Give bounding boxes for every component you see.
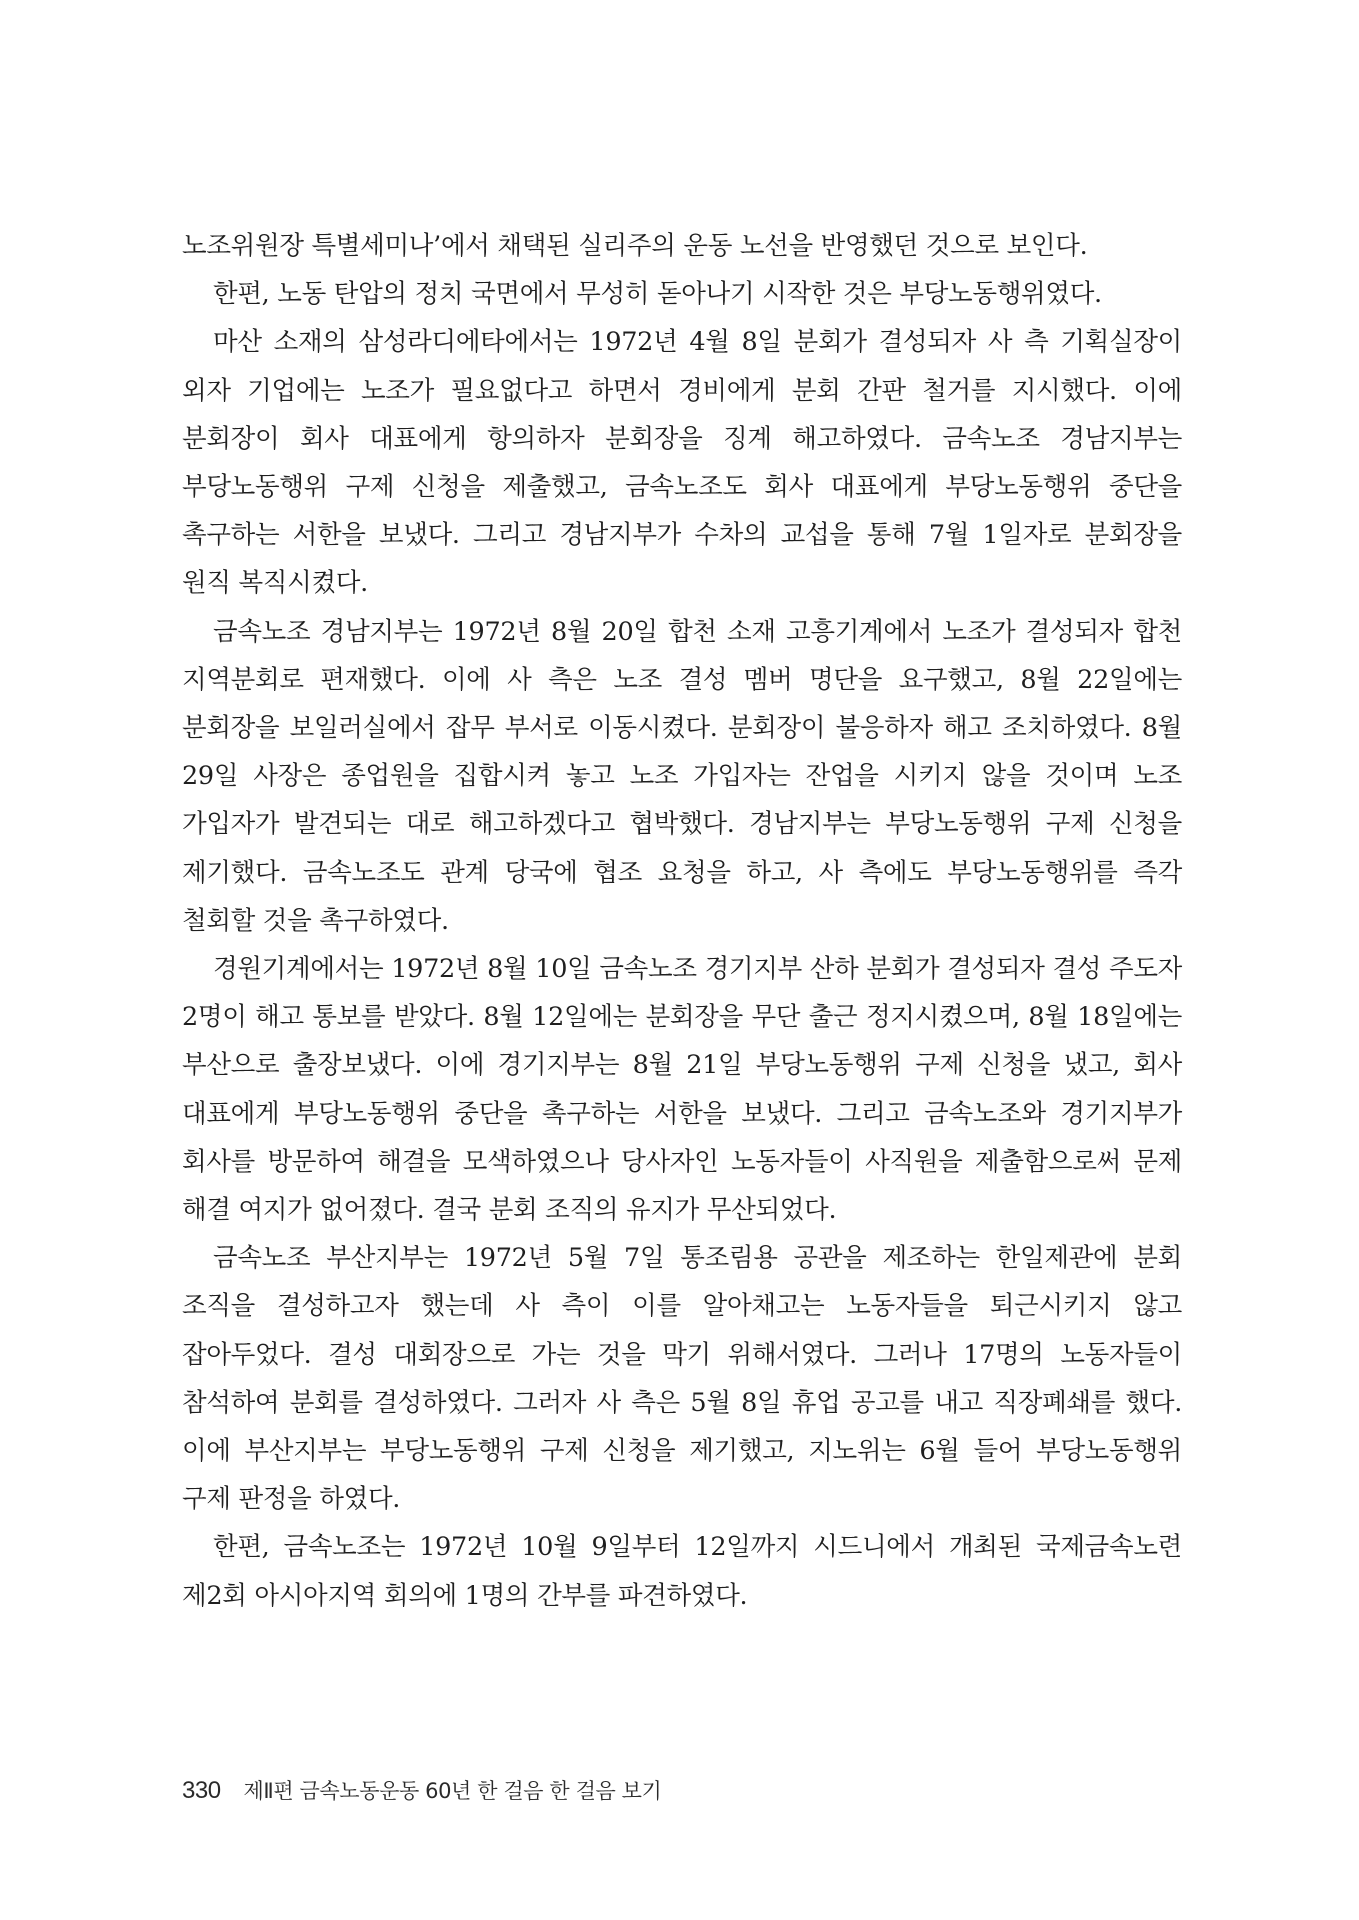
paragraph: 금속노조 경남지부는 1972년 8월 20일 합천 소재 고흥기계에서 노조가 결성되자 합천 지역분회로 편재했다. 이에 사 측은 노조 결성 멤버 명단을 요구했고, 8월 22일에는 분회장을 보일러실에서 잡무 부서로 이동시켰다. 분회장이 불응하자 해고 조치하였다. 8월 29일 사장은 종업원을 집합시켜 놓고 노조 가입자는 잔업을 시키지 않을 것이며 노조 가입자가 발견되는 대로 해고하겠다고 협박했다. 경남지부는 부당노동행위 구제 신청을 제기했다. 금속노조도 관계 당국에 협조 요청을 하고, 사 측에도 부당노동행위를 즉각 철회할 것을 촉구하였다. bbox=[182, 616, 1182, 936]
page-footer bbox=[182, 1775, 661, 1805]
paragraph: 경원기계에서는 1972년 8월 10일 금속노조 경기지부 산하 분회가 결성되자 결성 주도자 2명이 해고 통보를 받았다. 8월 12일에는 분회장을 무단 출근 정지시켰으며, 8월 18일에는 부산으로 출장보냈다. 이에 경기지부는 8월 21일 부당노동행위 구제 신청을 냈고, 회사 대표에게 부당노동행위 중단을 촉구하는 서한을 보냈다. 그리고 금속노조와 경기지부가 회사를 방문하여 해결을 모색하였으나 당사자인 노동자들이 사직원을 제출함으로써 문제 해결 여지가 없어졌다. 결국 분회 조직의 유지가 무산되었다. bbox=[182, 954, 1182, 1226]
paragraph: 한편, 노동 탄압의 정치 국면에서 무성히 돋아나기 시작한 것은 부당노동행위였다. bbox=[213, 279, 1102, 310]
paragraph: 마산 소재의 삼성라디에타에서는 1972년 4월 8일 분회가 결성되자 사 측 기획실장이 외자 기업에는 노조가 필요없다고 하면서 경비에게 분회 간판 철거를 지시했다. 이에 분회장이 회사 대표에게 항의하자 분회장을 징계 해고하였다. 금속노조 경남지부는 부당노동행위 구제 신청을 제출했고, 금속노조도 회사 대표에게 부당노동행위 중단을 촉구하는 서한을 보냈다. 그리고 경남지부가 수차의 교섭을 통해 7월 1일자로 분회장을 원직 복직시켰다. bbox=[182, 327, 1182, 599]
paragraph: 금속노조 부산지부는 1972년 5월 7일 통조림용 공관을 제조하는 한일제관에 분회 조직을 결성하고자 했는데 사 측이 이를 알아채고는 노동자들을 퇴근시키지 않고 잡아두었다. 결성 대회장으로 가는 것을 막기 위해서였다. 그러나 17명의 노동자들이 참석하여 분회를 결성하였다. 그러자 사 측은 5월 8일 휴업 공고를 내고 직장폐쇄를 했다. 이에 부산지부는 부당노동행위 구제 신청을 제기했고, 지노위는 6월 들어 부당노동행위 구제 판정을 하였다. bbox=[182, 1243, 1182, 1515]
running-title: 제Ⅱ편 금속노동운동 60년 한 걸음 한 걸음 보기 bbox=[243, 1779, 662, 1803]
page-number: 330 bbox=[182, 1777, 221, 1804]
body-text bbox=[182, 222, 1182, 1620]
paragraph: 노조위원장 특별세미나’에서 채택된 실리주의 운동 노선을 반영했던 것으로 보인다. bbox=[182, 231, 1088, 261]
paragraph: 한편, 금속노조는 1972년 10월 9일부터 12일까지 시드니에서 개최된 국제금속노련 제2회 아시아지역 회의에 1명의 간부를 파견하였다. bbox=[182, 1532, 1182, 1611]
